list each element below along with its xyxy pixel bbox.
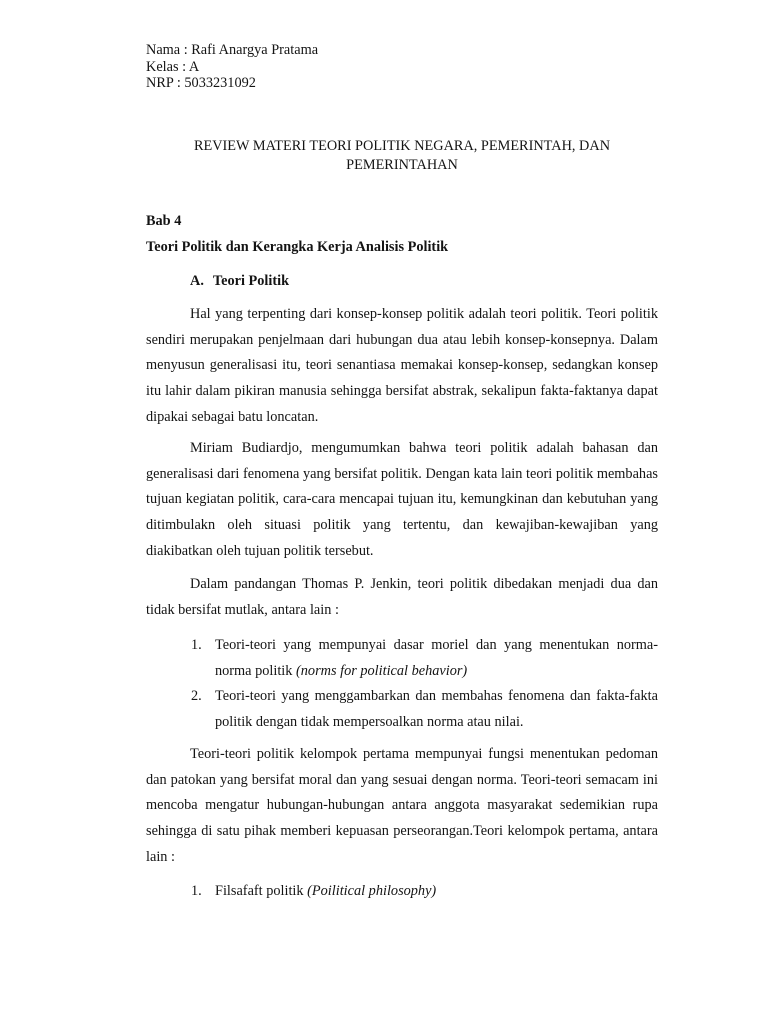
paragraph-4: Teori-teori politik kelompok pertama mempunyai fungsi menentukan pedoman dan patokan yang bersifat moral dan yang sesuai dengan norma. Teori-teori semacam ini mencoba mengatur hubungan-hubungan antara anggota masyarakat sedemikian rupa sehingga di satu pihak memberi kepuasan perseorangan.Teori kelompok pertama, antara lain : bbox=[146, 746, 658, 865]
list-item-number: 2. bbox=[191, 688, 202, 704]
section-label: Teori Politik bbox=[212, 273, 290, 289]
list-item-number: 1. bbox=[191, 883, 202, 899]
document-title: REVIEW MATERI TEORI POLITIK NEGARA, PEMERINTAH, DAN PEMERINTAHAN bbox=[193, 138, 611, 173]
student-class: Kelas : A bbox=[146, 58, 200, 75]
chapter-title: Teori Politik dan Kerangka Kerja Analisis Politik bbox=[146, 239, 449, 255]
student-nrp: NRP : 5033231092 bbox=[146, 75, 256, 91]
list-item-text: Teori-teori yang menggambarkan dan membahas fenomena dan fakta-fakta politik dengan tidak mempersoalkan norma atau nilai. bbox=[215, 688, 658, 730]
list-item bbox=[146, 683, 658, 735]
list-item-text: Filsafaft politik bbox=[215, 883, 308, 899]
paragraph-1: Hal yang terpenting dari konsep-konsep politik adalah teori politik. Teori politik sendiri merupakan penjelmaan dari hubungan dua atau lebih konsep-konsepnya. Dalam menyusun generalisasi itu, teori senantiasa memakai konsep-konsep, sedangkan konsep itu lahir dalam pikiran manusia sehingga bersifat abstrak, sekalipun fakta-faktanya dapat dipakai sebagai batu loncatan. bbox=[146, 306, 658, 425]
paragraph-2: Miriam Budiardjo, mengumumkan bahwa teori politik adalah bahasan dan generalisasi dari fenomena yang bersifat politik. Dengan kata lain teori politik membahas tujuan kegiatan politik, cara-cara mencapai tujuan itu, kemungkinan dan kebutuhan yang ditimbulakn oleh situasi politik yang tertentu, dan kewajiban-kewajiban yang diakibatkan oleh tujuan politik tersebut. bbox=[146, 440, 658, 559]
list-item-italic: (norms for political behavior) bbox=[296, 663, 468, 679]
list-item bbox=[146, 632, 658, 684]
section-heading bbox=[190, 272, 289, 290]
list-item-italic: (Poilitical philosophy) bbox=[307, 883, 437, 899]
student-info bbox=[146, 42, 318, 92]
list-item bbox=[146, 878, 658, 904]
list-item-text: Teori-teori yang mempunyai dasar moriel dan yang menentukan norma-norma politik bbox=[215, 637, 658, 679]
paragraph-3: Dalam pandangan Thomas P. Jenkin, teori politik dibedakan menjadi dua dan tidak bersifat mutlak, antara lain : bbox=[146, 576, 658, 618]
list-item-number: 1. bbox=[191, 637, 202, 653]
student-name: Nama : Rafi Anargya Pratama bbox=[146, 42, 319, 58]
chapter-number: Bab 4 bbox=[146, 213, 182, 229]
section-marker: A. bbox=[190, 273, 204, 289]
